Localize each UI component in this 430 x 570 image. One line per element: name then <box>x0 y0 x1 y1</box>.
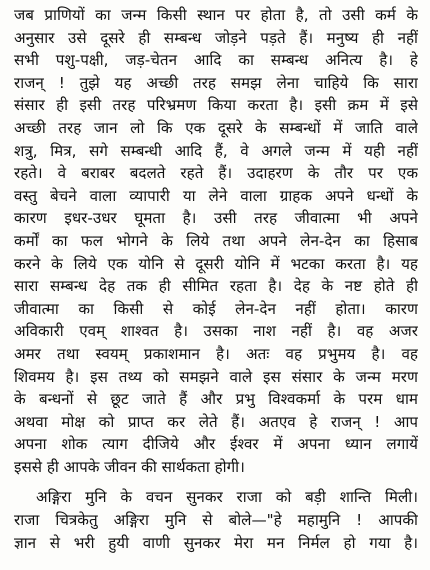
text-line: अपना शोक त्याग दीजिये और ईश्वर में अपना ध्यान लगायें <box>14 435 418 454</box>
text-line: अविकारी एवम् शाश्वत है। उसका नाश नहीं है। वह अजर <box>14 322 418 341</box>
text-line: संसार ही इसी तरह परिभ्रमण किया करता है। इसी क्रम में इसे <box>14 96 418 115</box>
text-line: कर्मों का फल भोगने के लिये तथा अपने लेन-देन का हिसाब <box>14 231 418 250</box>
text-line: के बन्धनों से छूट जाते हैं और प्रभु विश्वकर्मा के परम धाम <box>14 390 418 409</box>
text-line: शिवमय है। इस तथ्य को समझने वाले इस संसार के जन्म मरण <box>14 367 418 386</box>
text-line: रहते। वे बराबर बदलते रहते हैं। उदाहरण के तौर पर एक <box>14 164 418 183</box>
text-line: राजन् ! तुझे यह अच्छी तरह समझ लेना चाहिये कि सारा <box>14 73 418 92</box>
text-line: अनुसार उसे दूसरे ही सम्बन्ध जोड़ने पड़ते हैं। मनुष्य ही नहीं <box>14 28 418 47</box>
text-line: राजा चित्रकेतु अङ्गिरा मुनि से बोले—"हे महामुनि ! आपकी <box>14 511 418 530</box>
text-line: इससे ही आपके जीवन की सार्थकता होगी। <box>14 457 245 476</box>
text-line: कारण इधर-उधर घूमता है। उसी तरह जीवात्मा भी अपने <box>14 209 418 228</box>
text-line: जीवात्मा का किसी से कोई लेन-देन नहीं होता। कारण <box>14 299 418 318</box>
text-line: अमर तथा स्वयम् प्रकाशमान है। अतः वह प्रभुमय है। वह <box>14 344 418 363</box>
text-line: सारा सम्बन्ध देह तक ही सीमित रहता है। देह के नष्ट होते ही <box>14 277 418 296</box>
text-line: वस्तु बेचने वाला व्यापारी या लेने वाला ग्राहक अपने धन्धों के <box>14 186 418 205</box>
text-line: अङ्गिरा मुनि के वचन सुनकर राजा को बड़ी शान्ति मिली। <box>36 488 418 507</box>
text-line: सभी पशु-पक्षी, जड़-चेतन आदि का सम्बन्ध अनित्य है। हे <box>14 51 418 70</box>
body-text <box>14 4 418 554</box>
text-line: अथवा मोक्ष को प्राप्त कर लेते हैं। अतएव हे राजन् ! आप <box>14 412 418 431</box>
text-line: जब प्राणियों का जन्म किसी स्थान पर होता है, तो उसी कर्म के <box>14 6 418 24</box>
text-line: ज्ञान से भरी हुयी वाणी सुनकर मेरा मन निर्मल हो गया है। <box>14 533 418 552</box>
paragraph <box>14 486 418 554</box>
text-line: करने के लिये एक योनि से दूसरी योनि में भटका करता है। यह <box>14 254 418 273</box>
text-line: अच्छी तरह जान लो कि एक दूसरे के सम्बन्धों में जाति वाले <box>14 118 418 137</box>
text-line: शत्रु, मित्र, सगे सम्बन्धी आदि हैं, वे अगले जन्म में यही नहीं <box>14 141 418 160</box>
paragraph <box>14 4 418 478</box>
paragraph-gap <box>14 478 418 486</box>
